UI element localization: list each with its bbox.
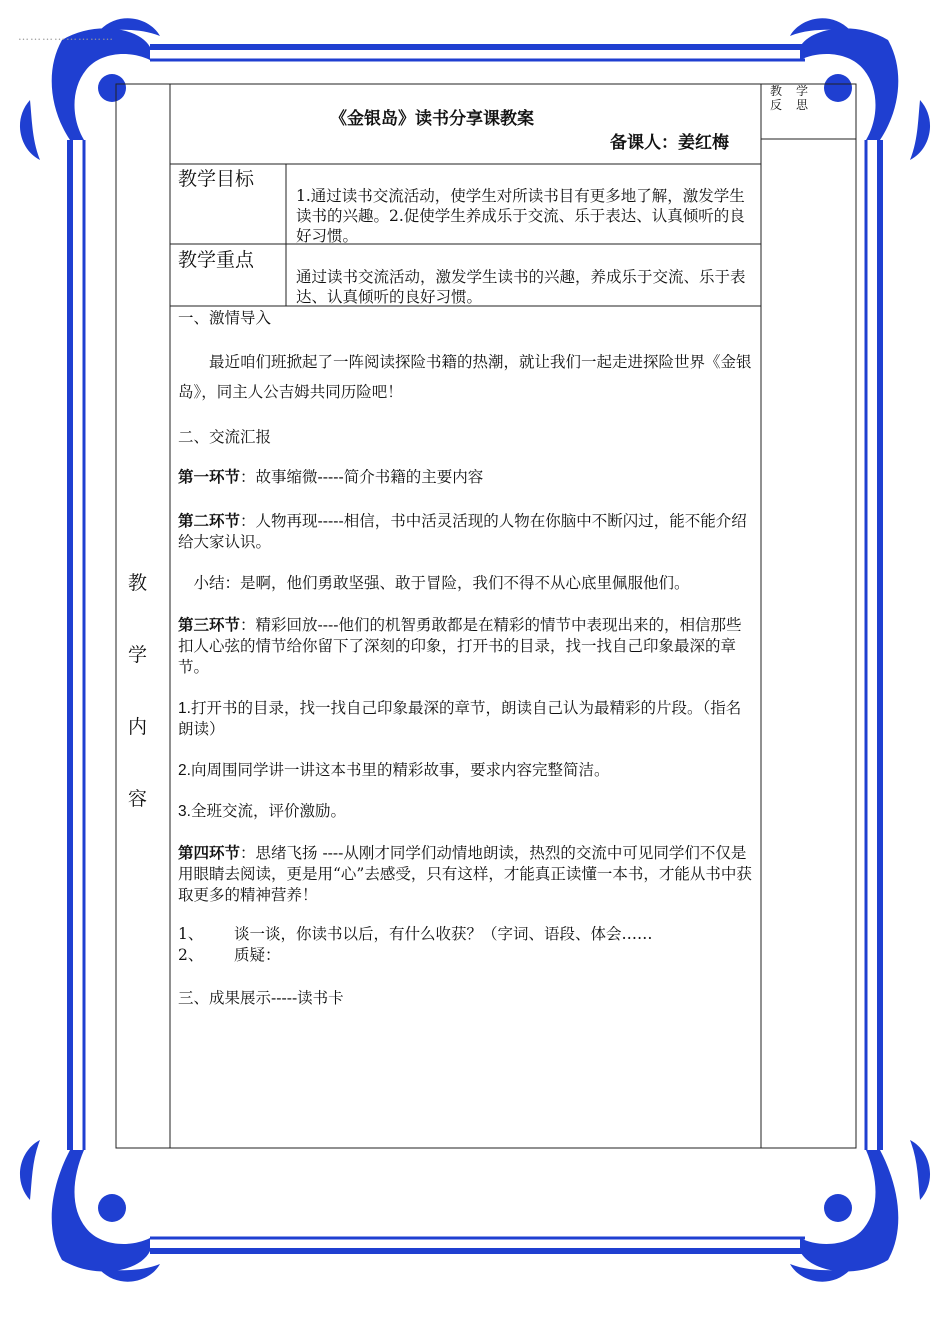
reflection-label-line: 教 学 — [770, 84, 810, 98]
step-paragraph — [178, 510, 756, 553]
list-text: 全班交流，评价激励。 — [190, 802, 346, 820]
step-paragraph — [178, 466, 756, 488]
focus-label: 教学重点 — [178, 249, 255, 271]
list-number: 1. — [178, 700, 191, 717]
section-heading: 三、成果展示-----读书卡 — [178, 989, 344, 1007]
reflection-column-header — [770, 84, 830, 112]
stray-header-text: …………………… — [18, 30, 114, 43]
content-label-char: 容 — [128, 788, 148, 810]
step-text: ：人物再现-----相信，书中活灵活现的人物在你脑中不断闪过，能不能介绍给大家认识。 — [178, 512, 747, 551]
list-item — [178, 801, 756, 822]
question-text: 谈一谈，你读书以后，有什么收获？（字词、语段、体会…… — [234, 925, 653, 943]
question-number: 2、 — [178, 946, 204, 964]
intro-paragraph: 最近咱们班掀起了一阵阅读探险书籍的热潮，就让我们一起走进探险世界《金银岛》，同主人公吉姆共同历险吧！ — [178, 353, 752, 401]
section-heading: 二、交流汇报 — [178, 428, 272, 446]
content-label-char: 学 — [128, 644, 148, 666]
objective-label: 教学目标 — [178, 168, 255, 190]
question-item — [178, 945, 756, 966]
list-item — [178, 698, 756, 740]
step-text: ：思绪飞扬 ----从刚才同学们动情地朗读，热烈的交流中可见同学们不仅是用眼睛去阅读，更是用“心”去感受，只有这样，才能真正读懂一本书，才能从书中获取更多的精神营养！ — [178, 844, 752, 904]
content-label-char: 教 — [128, 572, 148, 594]
objective-text: 1.通过读书交流活动，使学生对所读书目有更多地了解，激发学生读书的兴趣。2.促使学生养成乐于交流、乐于表达、认真倾听的良好习惯。 — [296, 187, 745, 245]
step-paragraph — [178, 842, 756, 906]
list-number: 3. — [178, 803, 191, 820]
step-text: ：精彩回放----他们的机智勇敢都是在精彩的情节中表现出来的，相信那些扣人心弦的情节给你留下了深刻的印象，打开书的目录，找一找自己印象最深的章节。 — [178, 616, 742, 676]
reflection-label-line: 反 思 — [770, 98, 810, 112]
focus-text: 通过读书交流活动，激发学生读书的兴趣，养成乐于交流、乐于表达、认真倾听的良好习惯。 — [296, 268, 746, 306]
list-text: 向周围同学讲一讲这本书里的精彩故事，要求内容完整简洁。 — [190, 761, 610, 779]
document-title: 《金银岛》读书分享课教案 — [330, 109, 534, 129]
preparer-name: 备课人：姜红梅 — [610, 133, 729, 153]
list-item — [178, 760, 756, 781]
section-heading: 一、激情导入 — [178, 309, 272, 327]
summary-paragraph: 小结：是啊，他们勇敢坚强、敢于冒险，我们不得不从心底里佩服他们。 — [193, 574, 690, 592]
list-text: 打开书的目录，找一找自己印象最深的章节，朗读自己认为最精彩的片段。（指名朗读） — [178, 699, 742, 738]
step-label: 第二环节 — [178, 511, 241, 530]
step-paragraph — [178, 614, 756, 678]
teaching-content — [178, 308, 756, 1009]
list-number: 2. — [178, 762, 191, 779]
step-label: 第四环节 — [178, 843, 241, 862]
question-text: 质疑： — [234, 946, 281, 964]
question-item — [178, 924, 756, 945]
step-label: 第三环节 — [178, 615, 241, 634]
step-text: ：故事缩微-----简介书籍的主要内容 — [240, 468, 484, 486]
step-label: 第一环节 — [178, 467, 241, 486]
content-label-char: 内 — [128, 716, 148, 738]
question-number: 1、 — [178, 925, 204, 943]
